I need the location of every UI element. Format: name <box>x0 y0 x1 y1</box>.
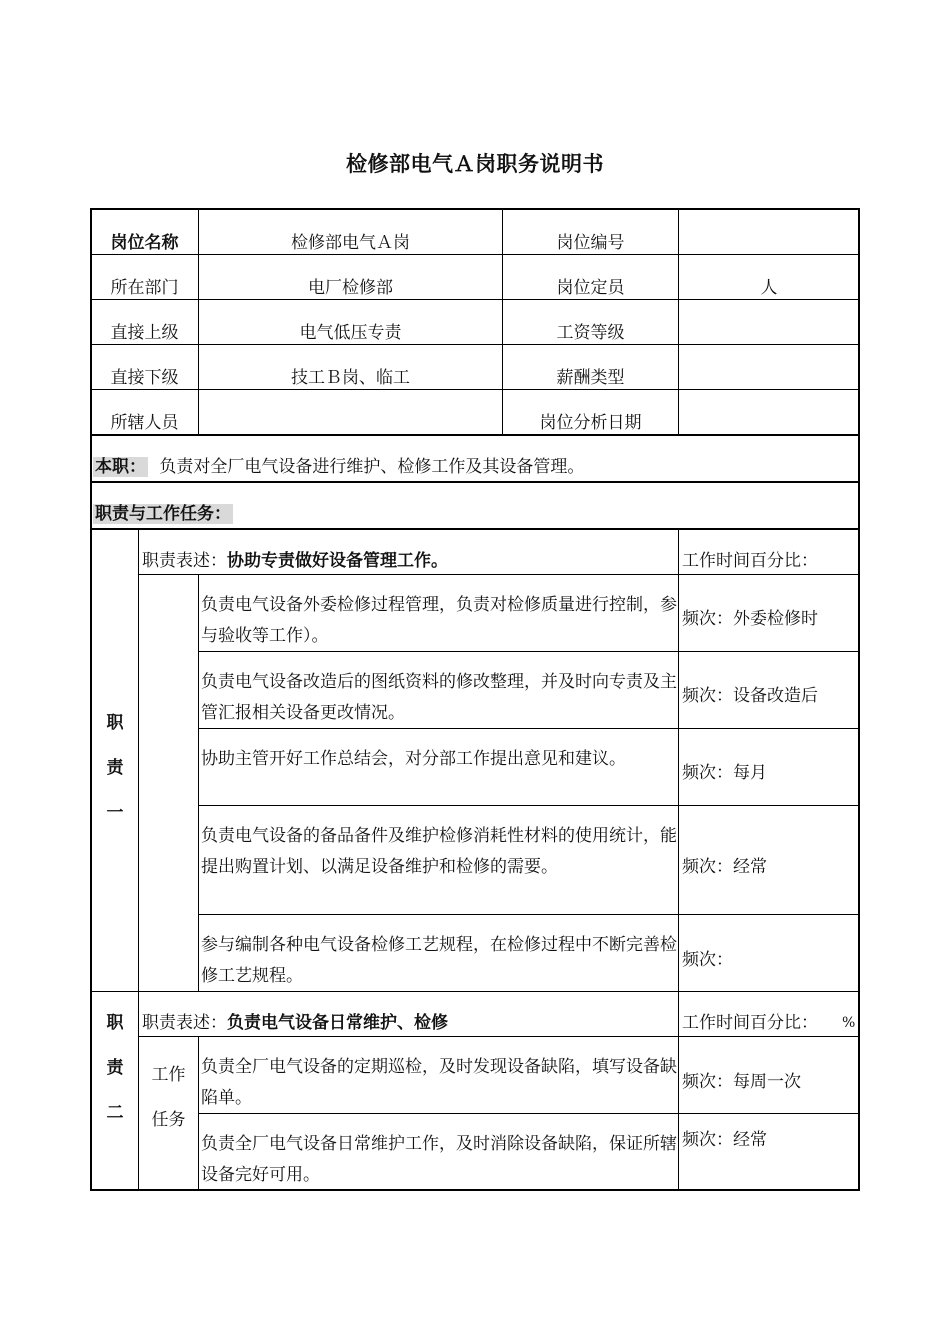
label-post-name: 岗位名称 <box>110 232 179 253</box>
divider <box>91 528 859 530</box>
divider <box>198 574 199 991</box>
page-title: 检修部电气Ａ岗职务说明书 <box>346 152 604 176</box>
duty1-task-1: 负责电气设备外委检修过程管理，负责对检修质量进行控制，参与验收等工作）。 <box>201 595 677 646</box>
label-direct-superior: 直接上级 <box>110 322 179 343</box>
duty1-side-label: 职 责 一 <box>106 713 124 823</box>
duty2-task-2-frequency: 频次：经常 <box>682 1130 767 1150</box>
duty1-task-5: 参与编制各种电气设备检修工艺规程，在检修过程中不断完善检修工艺规程。 <box>201 935 677 986</box>
value-staff-under <box>199 400 502 440</box>
duty2-description: 职责表述：负责电气设备日常维护、检修 <box>142 1013 448 1033</box>
value-post-number <box>679 220 859 260</box>
duties-header <box>93 499 233 530</box>
duty1-task-3: 协助主管开好工作总结会，对分部工作提出意见和建议。 <box>201 749 626 769</box>
label-salary-grade: 工资等级 <box>556 322 625 343</box>
divider <box>678 529 679 1190</box>
duty1-description: 职责表述：协助专责做好设备管理工作。 <box>142 551 448 571</box>
label-post-number: 岗位编号 <box>556 232 625 253</box>
duty1-time-percent: 工作时间百分比： <box>682 551 818 571</box>
value-pay-type <box>679 355 859 395</box>
duty2-task-2: 负责全厂电气设备日常维护工作，及时消除设备缺陷，保证所辖设备完好可用。 <box>201 1134 677 1185</box>
duty1-task-1-frequency: 频次：外委检修时 <box>682 609 818 629</box>
divider <box>199 914 859 915</box>
duty1-task-4: 负责电气设备的备品备件及维护检修消耗性材料的使用统计，能提出购置计划、以满足设备维护和检修的需要。 <box>201 826 677 877</box>
duty2-percent-sign: % <box>842 1015 856 1031</box>
duty2-task-1-frequency: 频次：每周一次 <box>682 1072 801 1092</box>
duty1-task-2-frequency: 频次：设备改造后 <box>682 686 818 706</box>
duty2-task-1: 负责全厂电气设备的定期巡检，及时发现设备缺陷，填写设备缺陷单。 <box>201 1057 677 1108</box>
value-direct-subordinate: 技工Ｂ岗、临工 <box>291 367 410 388</box>
duty1-task-3-frequency: 频次：每月 <box>682 763 767 783</box>
duties-header-label: 职责与工作任务： <box>95 504 231 524</box>
duty2-side-label: 职 责 二 <box>106 1013 124 1123</box>
duty1-task-2: 负责电气设备改造后的图纸资料的修改整理，并及时向专责及主管汇报相关设备更改情况。 <box>201 672 677 723</box>
duty2-task-label: 工作 任务 <box>151 1065 186 1130</box>
duty1-task-5-frequency: 频次： <box>682 950 733 970</box>
label-direct-subordinate: 直接下级 <box>110 367 179 388</box>
label-staff-under: 所辖人员 <box>110 412 179 433</box>
label-headcount: 岗位定员 <box>556 277 625 298</box>
duty1-task-4-frequency: 频次：经常 <box>682 857 767 877</box>
main-duty <box>93 452 584 483</box>
label-analysis-date: 岗位分析日期 <box>539 412 642 433</box>
value-salary-grade <box>679 310 859 350</box>
label-department: 所在部门 <box>110 277 179 298</box>
main-duty-label: 本职： <box>95 457 146 477</box>
value-direct-superior: 电气低压专责 <box>299 322 402 343</box>
duty2-time-percent: 工作时间百分比： <box>682 1013 818 1033</box>
value-department: 电厂检修部 <box>308 277 393 298</box>
divider <box>199 805 859 806</box>
main-duty-text: 负责对全厂电气设备进行维护、检修工作及其设备管理。 <box>159 457 585 477</box>
value-headcount: 人 <box>760 277 778 298</box>
value-analysis-date <box>679 400 859 440</box>
value-post-name: 检修部电气Ａ岗 <box>291 232 410 253</box>
label-pay-type: 薪酬类型 <box>556 367 625 388</box>
divider <box>91 481 859 483</box>
